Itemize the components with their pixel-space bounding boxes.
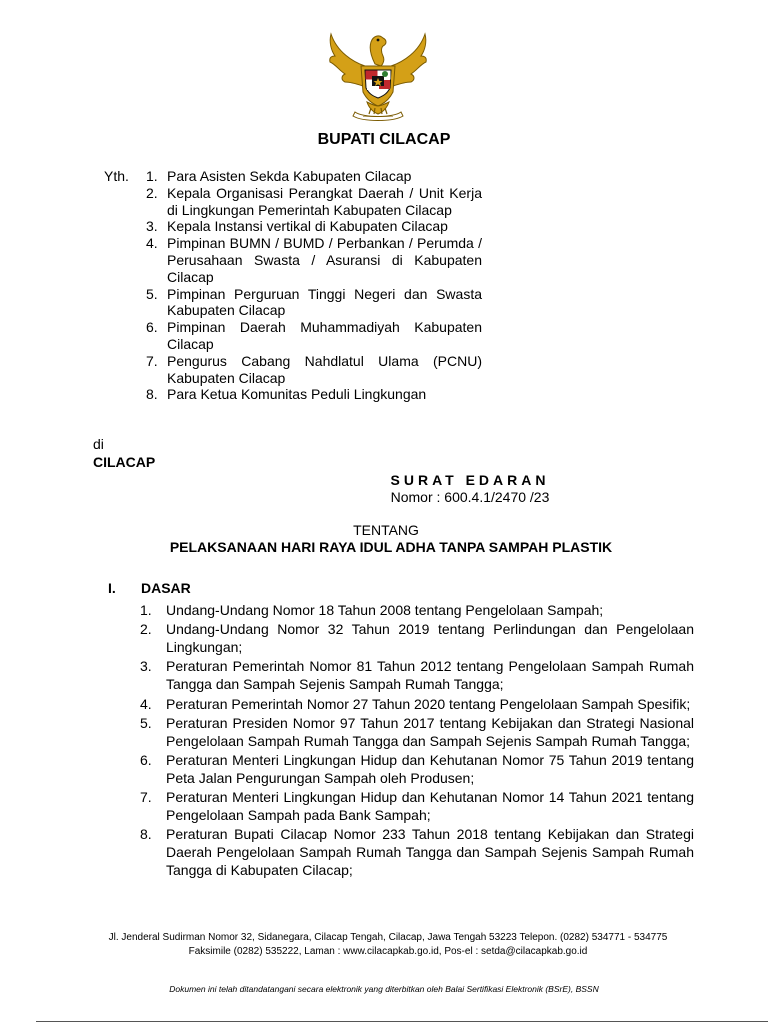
list-item-text: Pengurus Cabang Nahdlatul Ulama (PCNU) Kabupaten Cilacap bbox=[167, 352, 482, 386]
list-item-text: Pimpinan Daerah Muhammadiyah Kabupaten Cilacap bbox=[167, 319, 482, 352]
list-item-text: Peraturan Menteri Lingkungan Hidup dan Kehutanan Nomor 75 Tahun 2019 tentang Peta Jalan Pengurungan Sampah oleh Produsen; bbox=[166, 751, 694, 786]
list-item-text: Para Asisten Sekda Kabupaten Cilacap bbox=[167, 168, 412, 184]
list-item-number: 7. bbox=[140, 789, 152, 806]
list-item-number: 7. bbox=[146, 352, 158, 369]
list-item bbox=[140, 714, 694, 750]
list-item bbox=[140, 657, 694, 693]
about-label: TENTANG bbox=[353, 522, 419, 538]
list-item bbox=[140, 695, 694, 713]
list-item bbox=[140, 751, 694, 787]
list-item-number: 4. bbox=[146, 235, 158, 252]
section-title: DASAR bbox=[141, 580, 191, 596]
list-item-number: 8. bbox=[140, 826, 152, 843]
list-item-number: 3. bbox=[146, 218, 158, 235]
location-city: CILACAP bbox=[93, 454, 156, 470]
circular-title: SURAT EDARAN bbox=[390, 472, 550, 488]
list-item-number: 4. bbox=[140, 695, 152, 712]
list-item-text: Peraturan Pemerintah Nomor 81 Tahun 2012 tentang Pengelolaan Sampah Rumah Tangga dan Sampah Sejenis Sampah Rumah Tangga; bbox=[166, 658, 694, 693]
addressee-label: Yth. bbox=[104, 168, 129, 184]
footer-divider bbox=[36, 1021, 768, 1022]
list-item-text: Kepala Organisasi Perangkat Daerah / Unit Kerja di Lingkungan Pemerintah Kabupaten Cilacap bbox=[167, 184, 482, 218]
footer-address: Jl. Jenderal Sudirman Nomor 32, Sidanegara, Cilacap Tengah, Cilacap, Jawa Tengah 53223 Telepon. (0282) 534771 - 534775 bbox=[108, 932, 668, 943]
list-item-number: 2. bbox=[146, 184, 158, 201]
addressee-list bbox=[146, 168, 482, 403]
list-item-number: 1. bbox=[140, 602, 152, 618]
list-item bbox=[146, 235, 482, 285]
list-item bbox=[146, 319, 482, 353]
list-item bbox=[140, 788, 694, 824]
list-item-text: Peraturan Bupati Cilacap Nomor 233 Tahun 2018 tentang Kebijakan dan Strategi Daerah Pengelolaan Sampah Rumah Tangga dan Sampah Sejenis Sampah Rumah Tangga di Kabupaten Cilacap; bbox=[166, 826, 694, 879]
list-item bbox=[146, 286, 482, 320]
list-item-text: Kepala Instansi vertikal di Kabupaten Cilacap bbox=[167, 218, 448, 235]
list-item-text: Peraturan Presiden Nomor 97 Tahun 2017 tentang Kebijakan dan Strategi Nasional Pengelolaan Sampah Rumah Tangga dan Sampah Sejenis Sampah Rumah Tangga; bbox=[166, 714, 694, 749]
location-prefix: di bbox=[93, 436, 104, 452]
list-item-number: 2. bbox=[140, 621, 152, 638]
list-item bbox=[146, 168, 482, 185]
list-item-text: Para Ketua Komunitas Peduli Lingkungan bbox=[167, 386, 427, 403]
list-item-text: Undang-Undang Nomor 18 Tahun 2008 tentang Pengelolaan Sampah; bbox=[166, 602, 604, 618]
list-item-number: 8. bbox=[146, 386, 158, 403]
legal-basis-list bbox=[140, 601, 694, 881]
list-item bbox=[146, 218, 482, 235]
list-item-number: 5. bbox=[140, 714, 152, 731]
footer-contact: Faksimile (0282) 535222, Laman : www.cilacapkab.go.id, Pos-el : setda@cilacapkab.go.id bbox=[188, 946, 588, 957]
list-item-text: Peraturan Menteri Lingkungan Hidup dan Kehutanan Nomor 14 Tahun 2021 tentang Pengelolaan Sampah pada Bank Sampah; bbox=[166, 789, 694, 824]
list-item-text: Pimpinan BUMN / BUMD / Perbankan / Perumda / Perusahaan Swasta / Asuransi di Kabupaten Cilacap bbox=[167, 235, 482, 285]
list-item-number: 6. bbox=[146, 319, 158, 336]
list-item-number: 3. bbox=[140, 658, 152, 675]
list-item bbox=[140, 825, 694, 879]
garuda-emblem-icon bbox=[323, 26, 433, 124]
list-item-text: Peraturan Pemerintah Nomor 27 Tahun 2020 tentang Pengelolaan Sampah Spesifik; bbox=[166, 695, 691, 712]
list-item-number: 6. bbox=[140, 751, 152, 768]
circular-number: Nomor : 600.4.1/2470 /23 bbox=[390, 489, 550, 505]
list-item bbox=[146, 353, 482, 387]
list-item-number: 1. bbox=[146, 168, 158, 184]
letterhead-title: BUPATI CILACAP bbox=[317, 131, 451, 148]
list-item bbox=[140, 601, 694, 619]
list-item bbox=[140, 620, 694, 656]
esign-note: Dokumen ini telah ditandatangani secara elektronik yang diterbitkan oleh Balai Sertifikasi Elektronik (BSrE), BSSN bbox=[169, 984, 599, 994]
list-item bbox=[146, 185, 482, 219]
left-wing bbox=[330, 34, 365, 86]
list-item-text: Undang-Undang Nomor 32 Tahun 2019 tentang Perlindungan dan Pengelolaan Lingkungan; bbox=[166, 621, 694, 656]
right-wing bbox=[391, 34, 426, 86]
list-item-text: Pimpinan Perguruan Tinggi Negeri dan Swasta Kabupaten Cilacap bbox=[167, 285, 482, 319]
section-number: I. bbox=[108, 580, 116, 596]
circular-subject: PELAKSANAAN HARI RAYA IDUL ADHA TANPA SAMPAH PLASTIK bbox=[169, 539, 613, 555]
list-item bbox=[146, 386, 482, 403]
list-item-number: 5. bbox=[146, 285, 158, 302]
